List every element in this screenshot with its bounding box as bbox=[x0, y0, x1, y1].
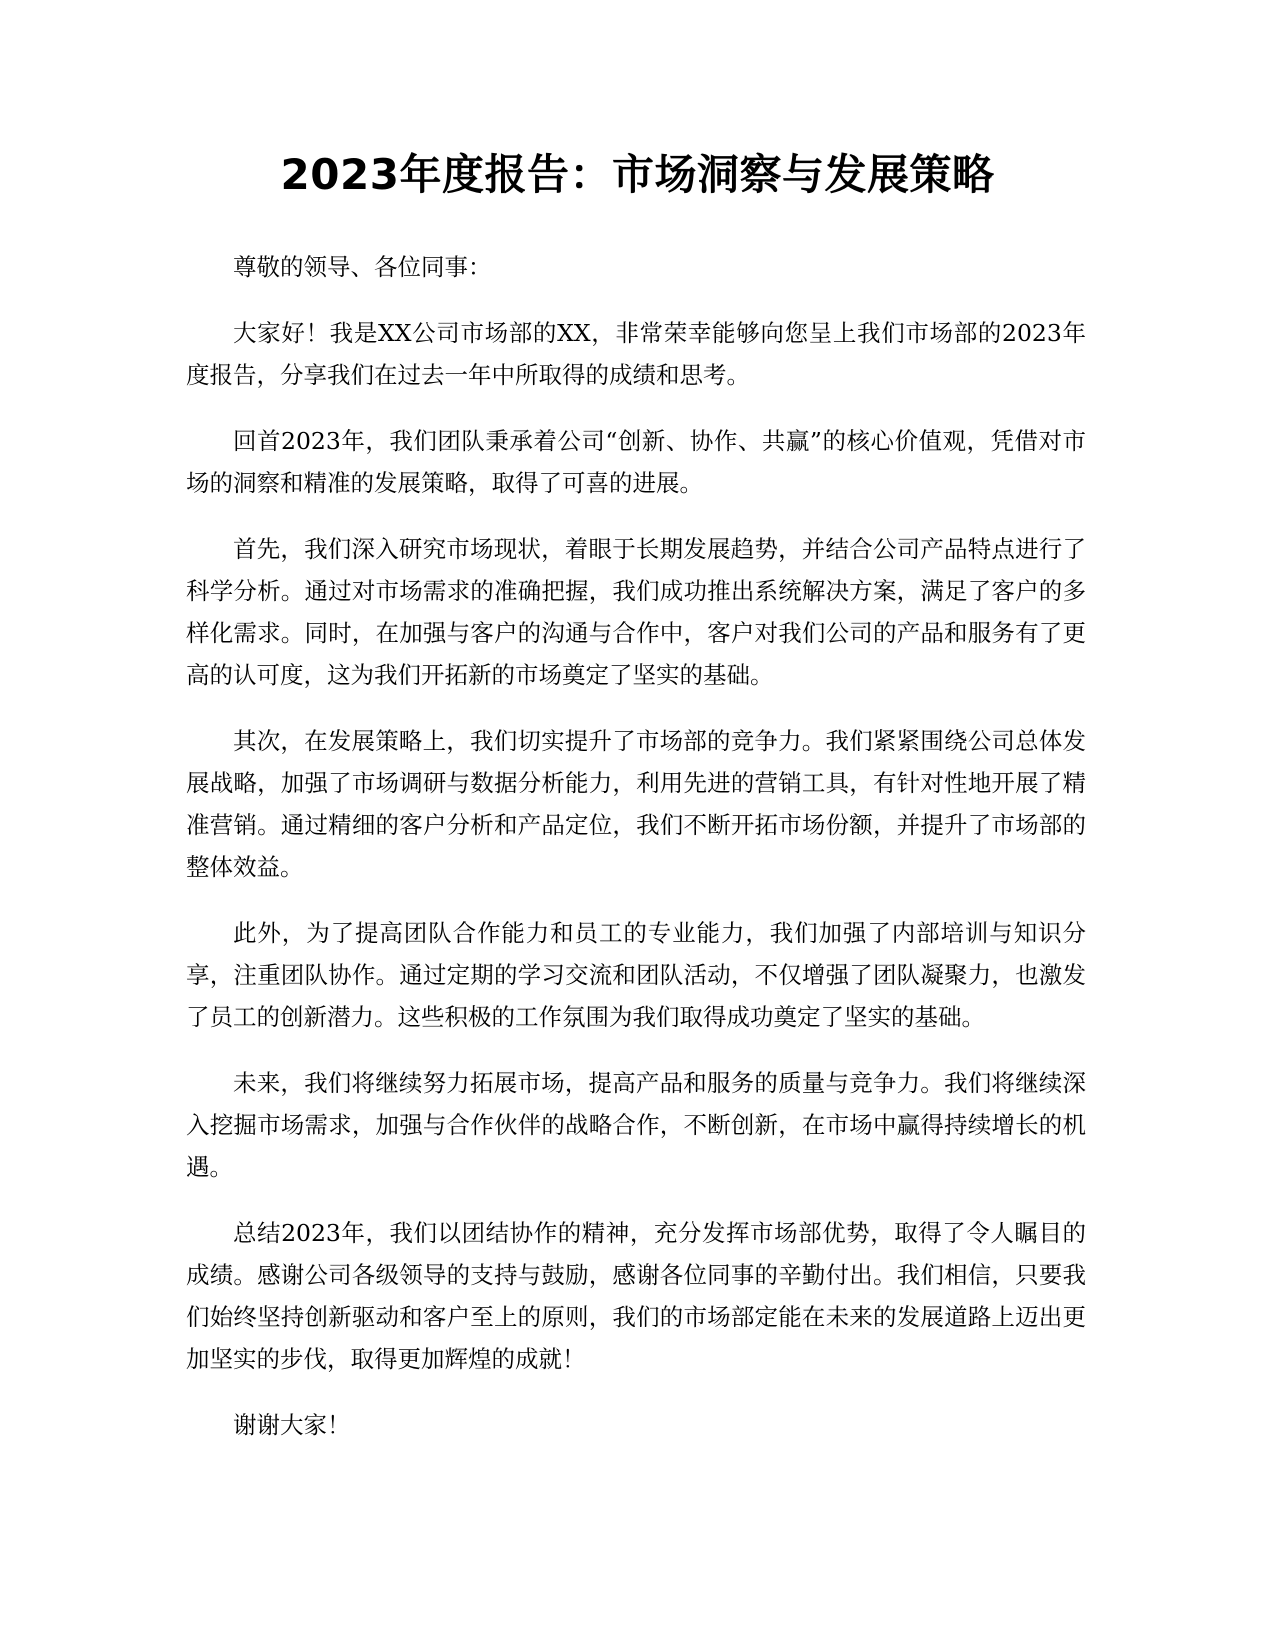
review-paragraph: 回首2023年，我们团队秉承着公司“创新、协作、共赢”的核心价值观，凭借对市场的洞察和精准的发展策略，取得了可喜的进展。 bbox=[186, 427, 1086, 497]
team-paragraph: 此外，为了提高团队合作能力和员工的专业能力，我们加强了内部培训与知识分享，注重团队协作。通过定期的学习交流和团队活动，不仅增强了团队凝聚力，也激发了员工的创新潜力。这些积极的工作氛围为我们取得成功奠定了坚实的基础。 bbox=[186, 919, 1086, 1031]
strategy-paragraph: 其次，在发展策略上，我们切实提升了市场部的竞争力。我们紧紧围绕公司总体发展战略，加强了市场调研与数据分析能力，利用先进的营销工具，有针对性地开展了精准营销。通过精细的客户分析和产品定位，我们不断开拓市场份额，并提升了市场部的整体效益。 bbox=[186, 727, 1086, 881]
greeting-paragraph: 大家好！我是XX公司市场部的XX，非常荣幸能够向您呈上我们市场部的2023年度报告，分享我们在过去一年中所取得的成绩和思考。 bbox=[186, 319, 1086, 389]
closing-paragraph: 谢谢大家！ bbox=[233, 1411, 351, 1439]
salutation-paragraph: 尊敬的领导、各位同事： bbox=[233, 253, 492, 281]
document-title: 2023年度报告：市场洞察与发展策略 bbox=[280, 150, 995, 199]
summary-paragraph: 总结2023年，我们以团结协作的精神，充分发挥市场部优势，取得了令人瞩目的成绩。感谢公司各级领导的支持与鼓励，感谢各位同事的辛勤付出。我们相信，只要我们始终坚持创新驱动和客户至上的原则，我们的市场部定能在未来的发展道路上迈出更加坚实的步伐，取得更加辉煌的成就！ bbox=[186, 1219, 1086, 1373]
market-research-paragraph: 首先，我们深入研究市场现状，着眼于长期发展趋势，并结合公司产品特点进行了科学分析。通过对市场需求的准确把握，我们成功推出系统解决方案，满足了客户的多样化需求。同时，在加强与客户的沟通与合作中，客户对我们公司的产品和服务有了更高的认可度，这为我们开拓新的市场奠定了坚实的基础。 bbox=[186, 535, 1086, 689]
document-body bbox=[186, 246, 1086, 1446]
future-paragraph: 未来，我们将继续努力拓展市场，提高产品和服务的质量与竞争力。我们将继续深入挖掘市场需求，加强与合作伙伴的战略合作，不断创新，在市场中赢得持续增长的机遇。 bbox=[186, 1069, 1086, 1181]
